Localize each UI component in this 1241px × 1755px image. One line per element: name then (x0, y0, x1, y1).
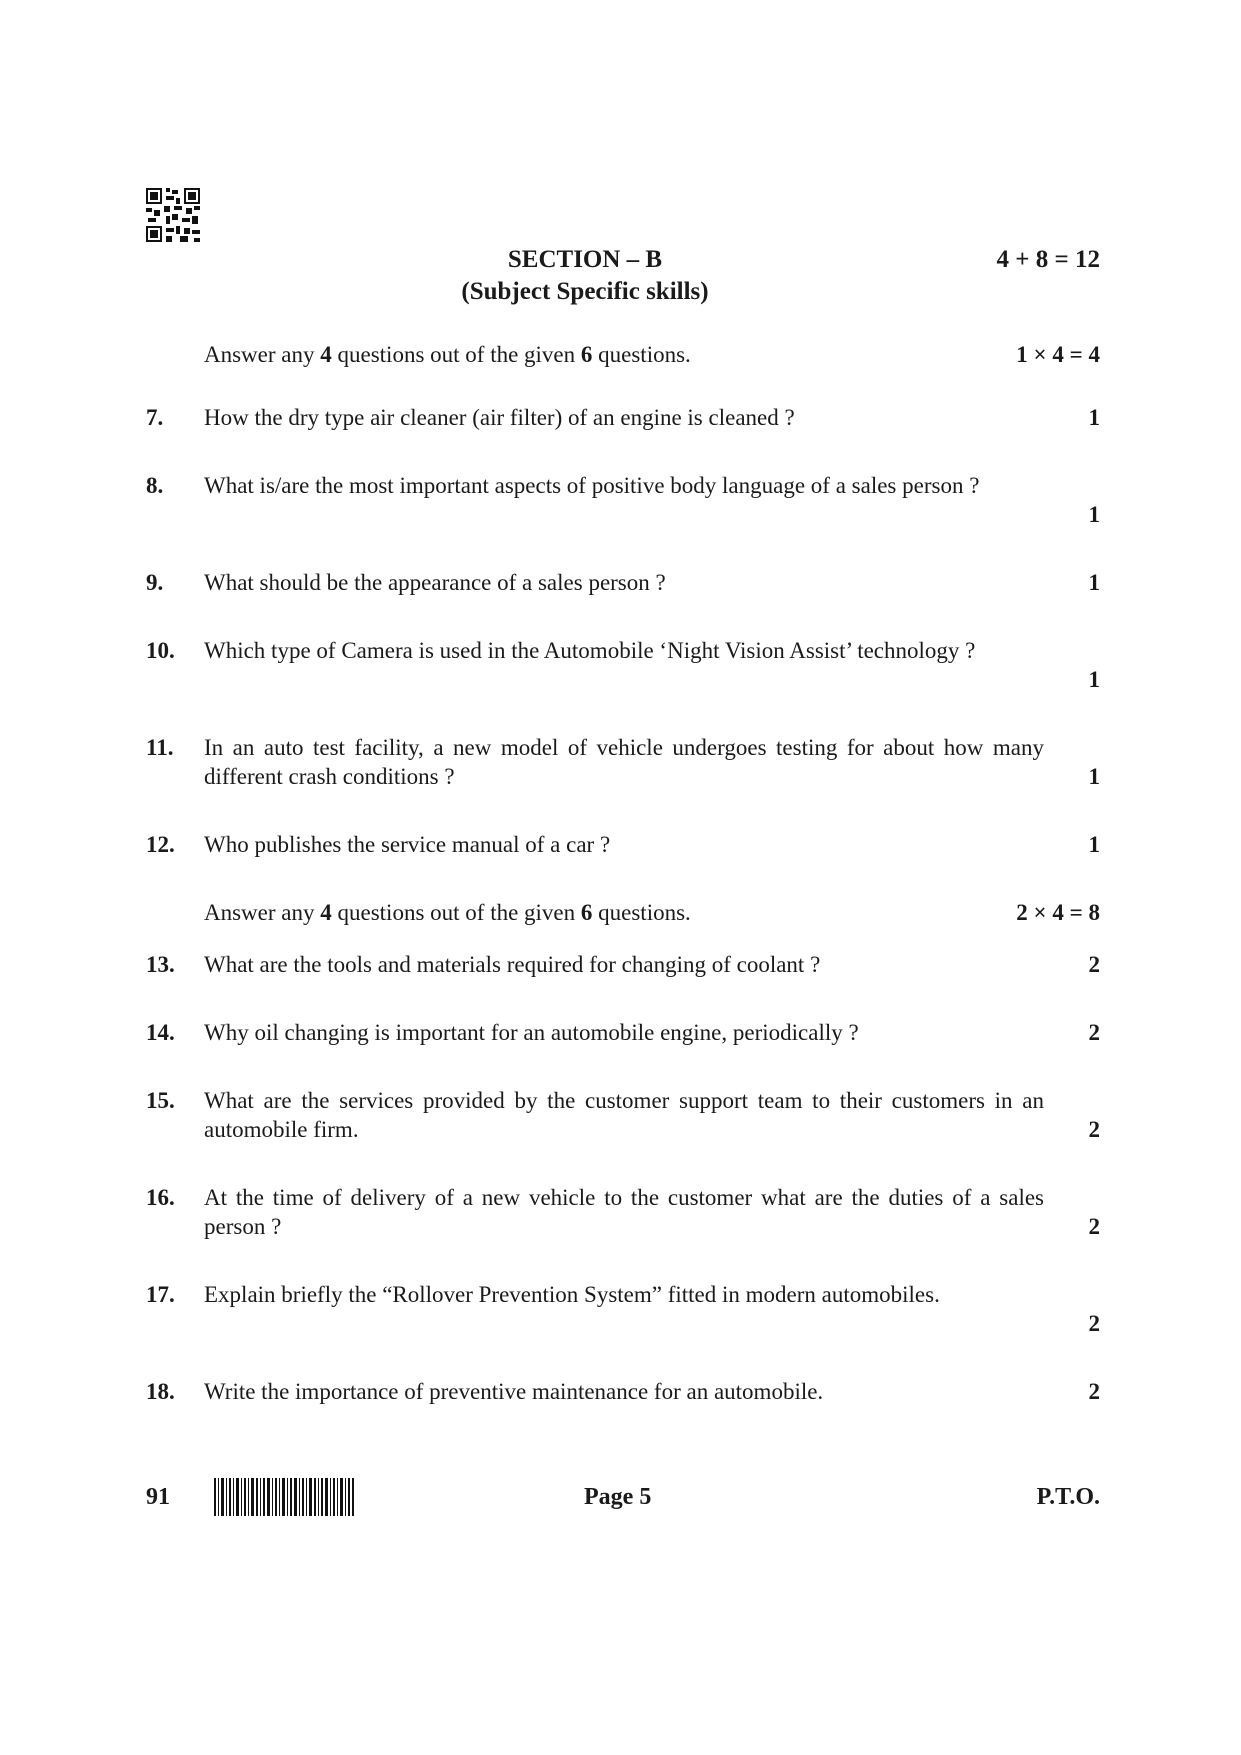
question-text: What is/are the most important aspects of positive body language of a sales person ? (204, 473, 980, 498)
instruction-marks: 1 × 4 = 4 (1016, 342, 1100, 367)
question-marks: 1 (1088, 764, 1100, 789)
question-number: 8. (146, 473, 164, 498)
question-text: At the time of delivery of a new vehicle to the customer what are the duties of a sales person ? (204, 1185, 1044, 1239)
question-item (146, 1280, 1100, 1338)
question-text: How the dry type air cleaner (air filter) of an engine is cleaned ? (204, 405, 795, 430)
question-number: 18. (146, 1379, 175, 1404)
question-number: 17. (146, 1282, 175, 1307)
question-marks: 2 (1088, 952, 1100, 977)
question-marks: 2 (1088, 1117, 1100, 1142)
page-footer (146, 1478, 1100, 1518)
instruction-1: Answer any 4 questions out of the given 6 questions. 1 × 4 = 4 (204, 342, 1100, 367)
question-text: Explain briefly the “Rollover Prevention System” fitted in modern automobiles. (204, 1282, 940, 1307)
question-marks: 1 (1088, 502, 1100, 527)
question-text: Why oil changing is important for an automobile engine, periodically ? (204, 1020, 859, 1045)
question-text: Which type of Camera is used in the Automobile ‘Night Vision Assist’ technology ? (204, 638, 976, 663)
question-text: What are the services provided by the customer support team to their customers in an automobile firm. (204, 1088, 1044, 1142)
section-header (0, 240, 1241, 310)
question-item (146, 830, 1100, 859)
section-title: SECTION – B (507, 246, 663, 273)
question-item (146, 1377, 1100, 1406)
question-marks: 1 (1088, 570, 1100, 595)
question-number: 12. (146, 832, 175, 857)
question-text: Who publishes the service manual of a car ? (204, 832, 611, 857)
page-number: Page 5 (584, 1484, 652, 1510)
question-item (146, 471, 1100, 529)
question-text: In an auto test facility, a new model of vehicle undergoes testing for about how many different crash conditions ? (204, 735, 1044, 789)
barcode (214, 1478, 354, 1516)
paper-code: 91 (146, 1484, 170, 1510)
instruction-marks: 2 × 4 = 8 (1016, 900, 1100, 925)
question-marks: 1 (1088, 667, 1100, 692)
question-marks: 2 (1088, 1311, 1100, 1336)
question-number: 16. (146, 1185, 175, 1210)
pto-label: P.T.O. (1036, 1484, 1100, 1510)
question-marks: 1 (1088, 405, 1100, 430)
qr-code (146, 188, 200, 242)
question-text: What should be the appearance of a sales person ? (204, 570, 666, 595)
question-item (146, 568, 1100, 597)
question-item (146, 733, 1100, 791)
question-item (146, 1183, 1100, 1241)
question-number: 10. (146, 638, 175, 663)
question-item (146, 1018, 1100, 1047)
question-number: 9. (146, 570, 164, 595)
question-text: What are the tools and materials required for changing of coolant ? (204, 952, 821, 977)
question-number: 13. (146, 952, 175, 977)
question-marks: 2 (1088, 1020, 1100, 1045)
section-marks: 4 + 8 = 12 (996, 246, 1100, 273)
question-text: Write the importance of preventive maintenance for an automobile. (204, 1379, 824, 1404)
question-number: 11. (146, 735, 174, 760)
section-subtitle: (Subject Specific skills) (461, 278, 709, 305)
question-item (146, 1086, 1100, 1144)
question-item (146, 636, 1100, 694)
question-marks: 2 (1088, 1214, 1100, 1239)
question-marks: 1 (1088, 832, 1100, 857)
question-number: 7. (146, 405, 164, 430)
question-item (146, 950, 1100, 979)
question-marks: 2 (1088, 1379, 1100, 1404)
question-number: 15. (146, 1088, 175, 1113)
question-number: 14. (146, 1020, 175, 1045)
instruction-2: Answer any 4 questions out of the given 6 questions. 2 × 4 = 8 (204, 900, 1100, 925)
question-item (146, 403, 1100, 432)
